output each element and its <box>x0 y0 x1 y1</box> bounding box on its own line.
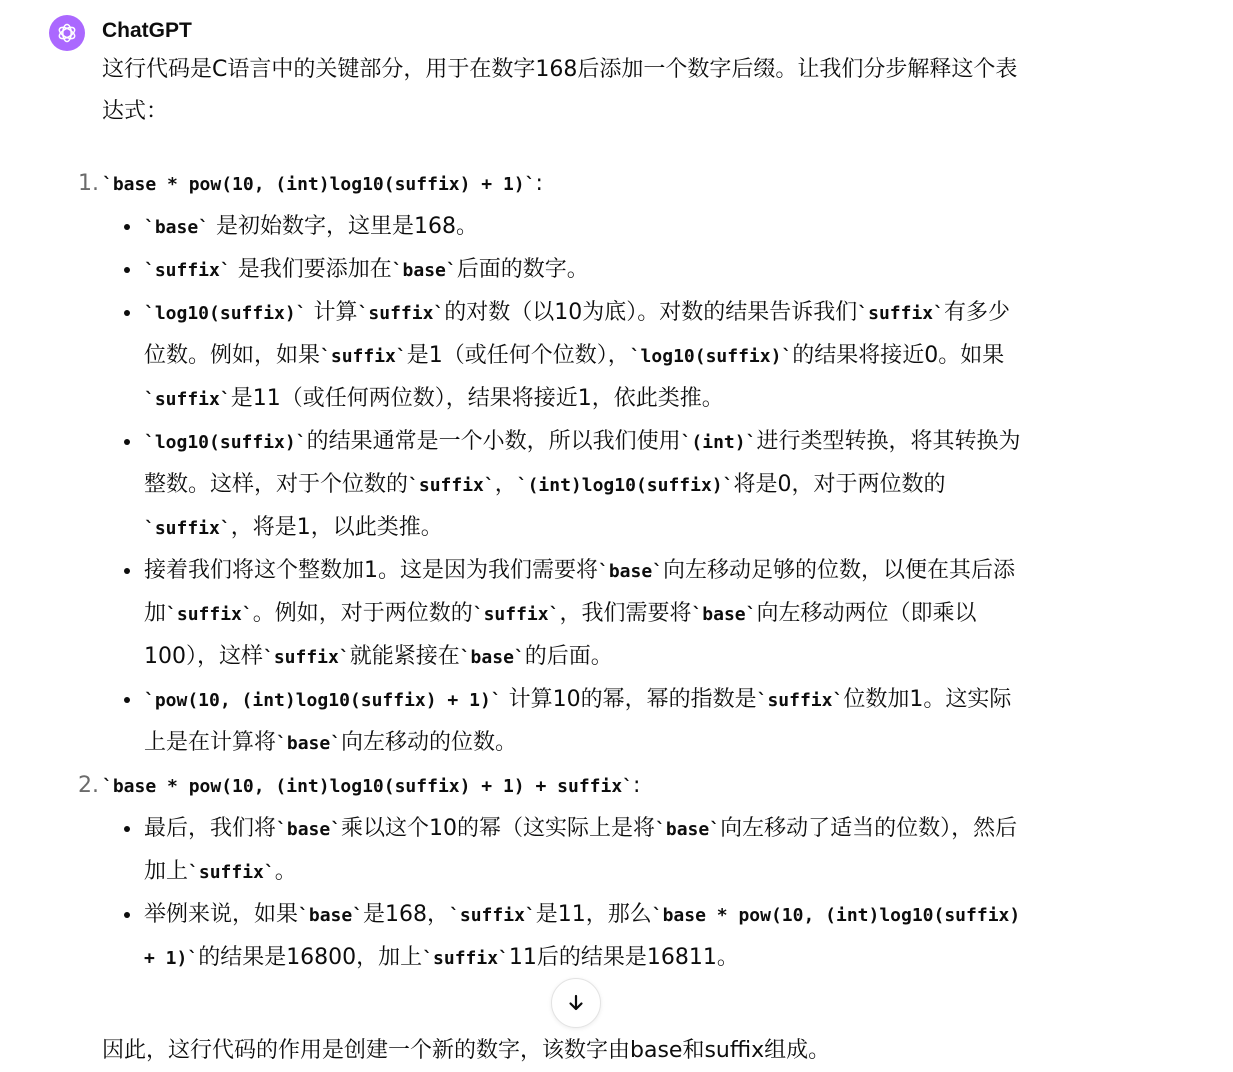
text: 是11（或任何两位数），结果将接近1，依此类推。 <box>230 386 724 411</box>
inline-code: `suffix` <box>188 862 275 883</box>
step-heading <box>102 765 1032 808</box>
inline-code: `pow(10, (int)log10(suffix) + 1)` <box>144 690 502 711</box>
inline-code: `(int)` <box>680 432 757 453</box>
text: 的对数（以10为底）。对数的结果告诉我们 <box>444 300 858 325</box>
list-item <box>144 421 1024 550</box>
list-item <box>78 765 1032 980</box>
step-number: 2. <box>78 773 99 798</box>
text: ，我们需要将 <box>559 601 692 626</box>
list-item <box>78 163 1032 765</box>
text: 是11，那么 <box>535 902 652 927</box>
inline-code: `base` <box>276 819 342 840</box>
inline-code: `base` <box>598 561 664 582</box>
text: 就能紧接在 <box>349 644 460 669</box>
inline-code: `suffix` <box>857 303 944 324</box>
text: 举例来说，如果 <box>144 902 299 927</box>
inline-code: `suffix` <box>357 303 445 324</box>
text: 是我们要添加在 <box>230 257 392 282</box>
inline-code: `base` <box>276 733 342 754</box>
text: 的结果通常是一个小数，所以我们使用 <box>306 429 681 454</box>
list-item <box>144 206 1024 249</box>
inline-code: `suffix` <box>166 604 253 625</box>
text: 向左移动两位（即乘以100），这样 <box>144 601 977 669</box>
text: 计算10的幂，幂的指数是 <box>501 687 757 712</box>
inline-code: `base` <box>391 260 457 281</box>
inline-code: `base` <box>691 604 757 625</box>
inline-code: `suffix` <box>756 690 844 711</box>
list-item <box>144 550 1024 679</box>
text: 有多少位数。例如，如果 <box>144 300 1010 368</box>
text: 向左移动的位数。 <box>341 730 518 755</box>
inline-code: `suffix` <box>144 260 231 281</box>
inline-code: `base` <box>655 819 721 840</box>
text: 将是0，对于两位数的 <box>733 472 946 497</box>
inline-code: `log10(suffix)` <box>629 346 793 367</box>
text: 接着我们将这个整数加1。这是因为我们需要将 <box>144 558 598 583</box>
text: 位数加1。这实际上是在计算将 <box>144 687 1012 755</box>
bullet-list <box>102 206 1024 765</box>
inline-code: `base * pow(10, (int)log10(suffix) + 1)` <box>102 174 536 195</box>
inline-code: `base` <box>459 647 525 668</box>
inline-code: `log10(suffix)` <box>144 432 307 453</box>
openai-logo-icon <box>55 21 79 45</box>
text: 是初始数字，这里是168。 <box>209 214 479 239</box>
list-item <box>144 894 1024 980</box>
list-item <box>144 679 1024 765</box>
inline-code: `base * pow(10, (int)log10(suffix) + 1) + suffix` <box>102 776 634 797</box>
conclusion-paragraph: 因此，这行代码的作用是创建一个新的数字，该数字由base和suffix组成。 <box>102 1038 831 1063</box>
chatgpt-avatar <box>49 15 85 51</box>
inline-code: `base * pow(10, (int)log10(suffix) + 1)` <box>144 905 1021 969</box>
inline-code: `suffix` <box>422 948 509 969</box>
text: 进行类型转换，将其转换为整数。这样，对于个位数的 <box>144 429 1021 497</box>
inline-code: `base` <box>298 905 364 926</box>
steps-list <box>78 163 1032 980</box>
text: 计算 <box>306 300 358 325</box>
text: 11后的结果是16811。 <box>508 945 739 970</box>
scroll-to-bottom-button[interactable] <box>551 978 601 1028</box>
text: ，将是1，以此类推。 <box>230 515 443 540</box>
bullet-list <box>102 808 1024 980</box>
inline-code: `log10(suffix)` <box>144 303 307 324</box>
list-item <box>144 808 1024 894</box>
text: 向左移动了适当的位数），然后加上 <box>144 816 1018 884</box>
inline-code: `suffix` <box>144 389 231 410</box>
text: 向左移动足够的位数，以便在其后添加 <box>144 558 1016 626</box>
assistant-message <box>78 49 1032 980</box>
inline-code: `(int)log10(suffix)` <box>516 475 734 496</box>
arrow-down-icon <box>566 993 586 1013</box>
step-number: 1. <box>78 171 99 196</box>
inline-code: `suffix` <box>320 346 407 367</box>
text: 的后面。 <box>524 644 613 669</box>
text: 最后，我们将 <box>144 816 277 841</box>
text: : <box>535 171 543 196</box>
text: 是168， <box>363 902 450 927</box>
inline-code: `suffix` <box>449 905 536 926</box>
text: 。 <box>274 859 297 884</box>
inline-code: `base` <box>144 217 210 238</box>
text: 。例如，对于两位数的 <box>252 601 473 626</box>
inline-code: `suffix` <box>408 475 495 496</box>
text: 的结果将接近0。如果 <box>792 343 1005 368</box>
inline-code: `suffix` <box>144 518 231 539</box>
text: 的结果是16800，加上 <box>198 945 423 970</box>
list-item <box>144 249 1024 292</box>
text: : <box>633 773 641 798</box>
text: ， <box>494 472 517 497</box>
step-heading <box>102 163 1032 206</box>
intro-paragraph: 这行代码是C语言中的关键部分，用于在数字168后添加一个数字后缀。让我们分步解释这个表达式： <box>102 57 1018 124</box>
text: 乘以这个10的幂（这实际上是将 <box>341 816 656 841</box>
text: 后面的数字。 <box>456 257 589 282</box>
text: 是1（或任何个位数）， <box>406 343 630 368</box>
inline-code: `suffix` <box>472 604 560 625</box>
list-item <box>144 292 1024 421</box>
message-author: ChatGPT <box>102 19 192 42</box>
inline-code: `suffix` <box>263 647 350 668</box>
